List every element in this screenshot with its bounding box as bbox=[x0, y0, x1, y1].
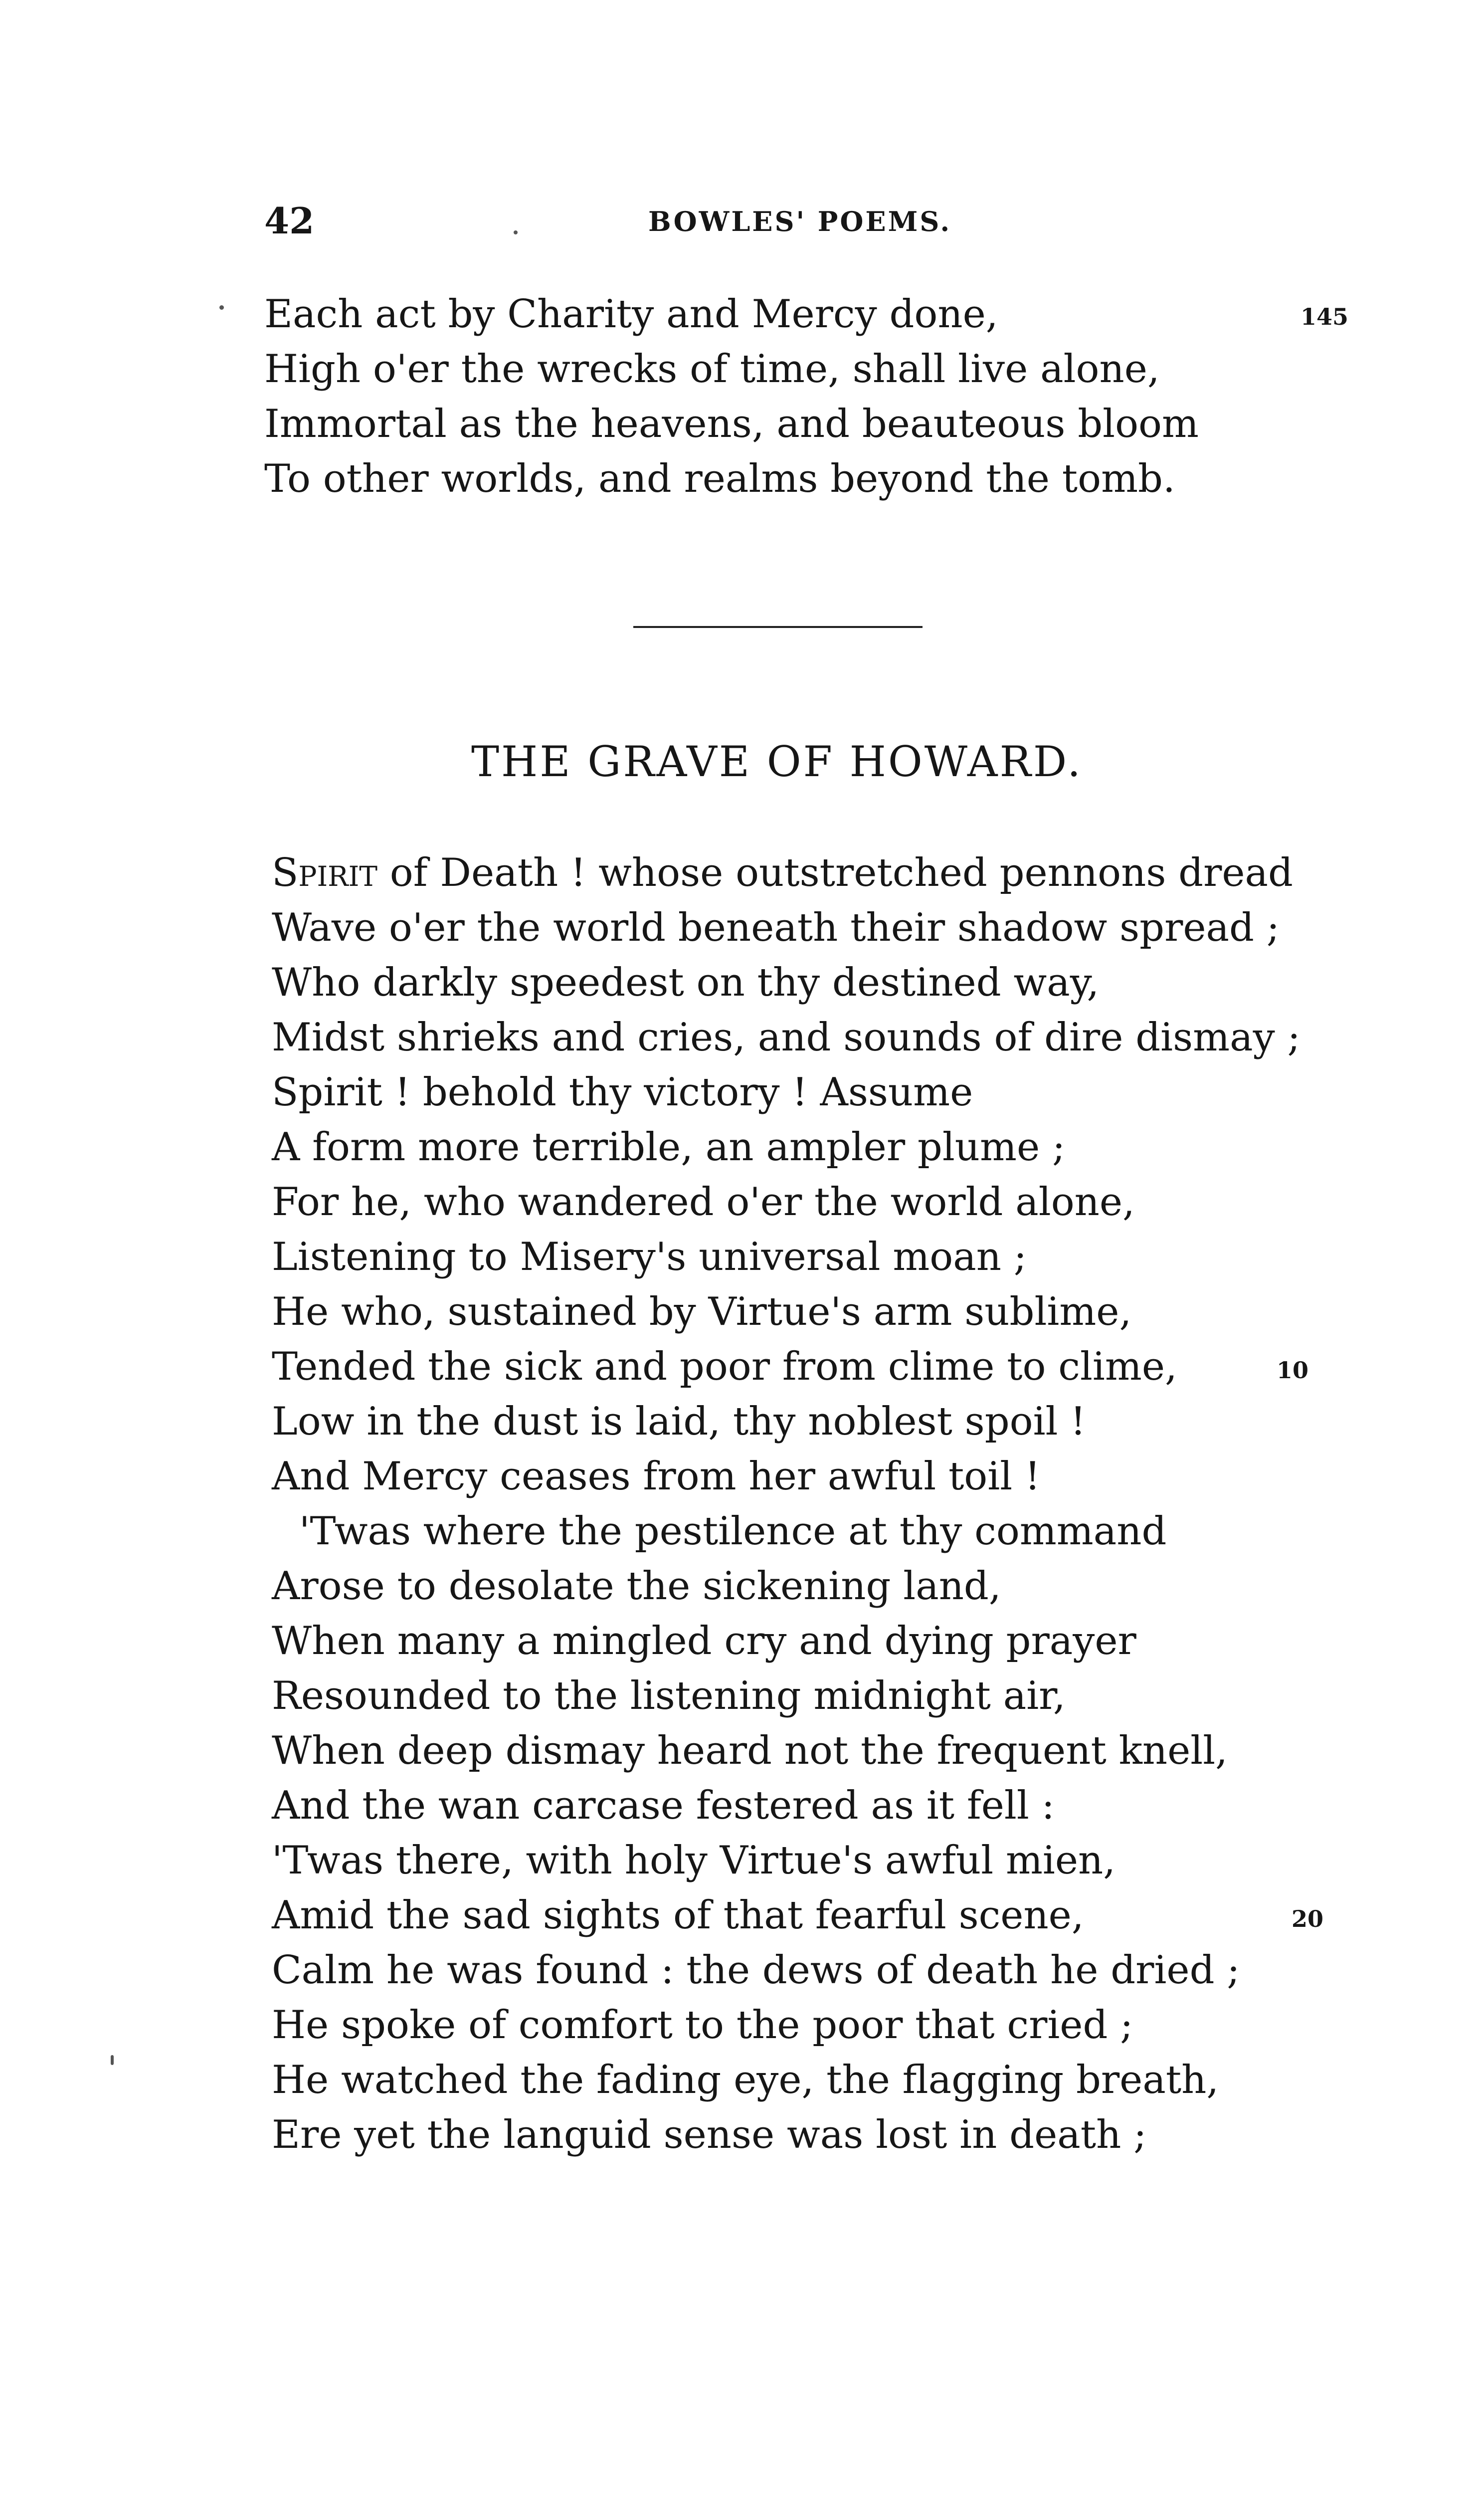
poem-line: A form more terrible, an ampler plume ; bbox=[272, 1125, 1066, 1170]
poem-line: Who darkly speedest on thy destined way, bbox=[272, 960, 1100, 1005]
prev-poem-line: Immortal as the heavens, and beauteous bloom bbox=[264, 402, 1199, 446]
poem-line: Spirit ! behold thy victory ! Assume bbox=[272, 1070, 973, 1115]
line-number: 10 bbox=[1277, 1357, 1309, 1384]
running-title: BOWLES' POEMS. bbox=[648, 206, 952, 237]
prev-poem-line: To other worlds, and realms beyond the tomb. bbox=[264, 456, 1175, 501]
poem-line: Listening to Misery's universal moan ; bbox=[272, 1235, 1027, 1279]
poem-line: For he, who wandered o'er the world alone, bbox=[272, 1180, 1135, 1225]
poem-line: Ere yet the languid sense was lost in death ; bbox=[272, 2112, 1147, 2157]
first-word: Spirit bbox=[272, 850, 377, 895]
print-speck bbox=[111, 2055, 114, 2065]
poem-line: 'Twas there, with holy Virtue's awful mien, bbox=[272, 1838, 1116, 1883]
line-number: 145 bbox=[1300, 303, 1349, 330]
running-head bbox=[264, 200, 1316, 249]
poem-line: He spoke of comfort to the poor that cried ; bbox=[272, 2003, 1133, 2048]
first-line-rest: of Death ! whose outstretched pennons dread bbox=[377, 850, 1293, 895]
poem-line: When deep dismay heard not the frequent knell, bbox=[272, 1728, 1228, 1773]
print-speck bbox=[219, 305, 224, 310]
prev-poem-line: High o'er the wrecks of time, shall live alone, bbox=[264, 347, 1160, 392]
poem-line: He watched the fading eye, the flagging breath, bbox=[272, 2058, 1219, 2102]
poem-title: THE GRAVE OF HOWARD. bbox=[471, 737, 1083, 786]
poem-line: Arose to desolate the sickening land, bbox=[272, 1564, 1001, 1609]
line-number: 20 bbox=[1292, 1905, 1324, 1932]
poem-line: Wave o'er the world beneath their shadow spread ; bbox=[272, 905, 1280, 950]
poem-line: 'Twas where the pestilence at thy command bbox=[299, 1509, 1167, 1554]
poem-line: Midst shrieks and cries, and sounds of dire dismay ; bbox=[272, 1015, 1300, 1060]
print-speck bbox=[514, 230, 518, 234]
section-divider bbox=[633, 626, 923, 628]
poem-line: Low in the dust is laid, thy noblest spoil ! bbox=[272, 1399, 1086, 1444]
poem-line bbox=[272, 848, 1293, 898]
poem-line: Tended the sick and poor from clime to clime, bbox=[272, 1344, 1177, 1389]
poem-line: And the wan carcase festered as it fell : bbox=[272, 1783, 1055, 1828]
poem-line: Calm he was found : the dews of death he dried ; bbox=[272, 1948, 1240, 1993]
poem-line: He who, sustained by Virtue's arm sublime, bbox=[272, 1289, 1132, 1334]
prev-poem-line: Each act by Charity and Mercy done, bbox=[264, 292, 998, 337]
poem-line: Amid the sad sights of that fearful scene, bbox=[272, 1893, 1084, 1938]
poem-line: When many a mingled cry and dying prayer bbox=[272, 1619, 1136, 1663]
poem-line: And Mercy ceases from her awful toil ! bbox=[272, 1454, 1041, 1499]
page-number: 42 bbox=[264, 200, 315, 242]
poem-line: Resounded to the listening midnight air, bbox=[272, 1673, 1066, 1718]
